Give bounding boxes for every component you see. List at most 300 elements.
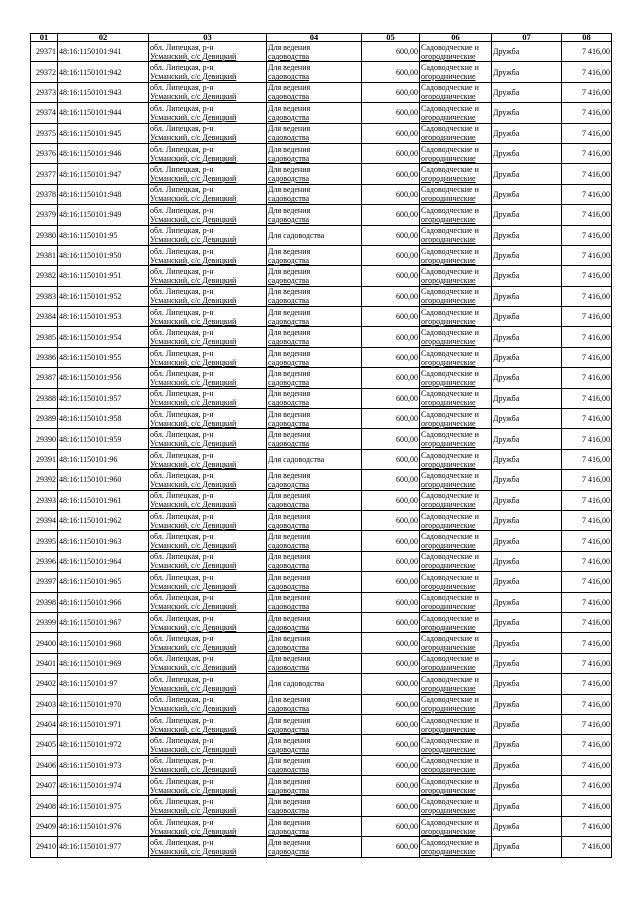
area-cell: 600,00: [362, 694, 420, 714]
table-row: [31, 816, 612, 836]
cadastral-value: 7 416,00: [562, 531, 612, 551]
land-use-cell: [267, 42, 362, 62]
association-name: Дружба: [492, 429, 562, 449]
address-line-1: обл. Липецкая, р-н: [150, 246, 214, 256]
address-cell: [149, 409, 267, 429]
address-line-2: Усманский, с/с Девицкий: [150, 724, 237, 734]
address-line-1: обл. Липецкая, р-н: [150, 185, 214, 195]
cadastral-value: 7 416,00: [562, 245, 612, 265]
association-name: Дружба: [492, 572, 562, 592]
category-line-1: Садоводческие и: [421, 307, 479, 317]
category-line-1: Садоводческие и: [421, 634, 479, 644]
category-line-2: огороднические: [421, 663, 476, 673]
cadastral-number: 48:16:1150101:949: [58, 205, 149, 225]
address-cell: [149, 755, 267, 775]
row-number: 29382: [31, 266, 58, 286]
land-use-cell: [267, 82, 362, 102]
category-cell: [420, 674, 492, 694]
category-line-1: Садоводческие и: [421, 430, 479, 440]
area-cell: 600,00: [362, 388, 420, 408]
land-use-cell: [267, 62, 362, 82]
cadastral-number: 48:16:1150101:971: [58, 714, 149, 734]
category-line-2: огороднические: [421, 377, 476, 387]
category-line-1: Садоводческие и: [421, 185, 479, 195]
association-name: Дружба: [492, 551, 562, 571]
cadastral-value: 7 416,00: [562, 103, 612, 123]
cadastral-number: 48:16:1150101:974: [58, 776, 149, 796]
area-cell: 600,00: [362, 347, 420, 367]
cadastral-value: 7 416,00: [562, 510, 612, 530]
row-number: 29406: [31, 755, 58, 775]
association-name: Дружба: [492, 837, 562, 857]
cadastral-value: 7 416,00: [562, 143, 612, 163]
table-row: [31, 307, 612, 327]
category-line-1: Садоводческие и: [421, 817, 479, 827]
address-line-2: Усманский, с/с Девицкий: [150, 398, 237, 408]
category-line-2: огороднические: [421, 561, 476, 571]
cadastral-number: 48:16:1150101:969: [58, 653, 149, 673]
category-line-2: огороднические: [421, 479, 476, 489]
category-line-2: огороднические: [421, 337, 476, 347]
category-line-2: огороднические: [421, 459, 476, 469]
category-line-2: огороднические: [421, 51, 476, 61]
row-number: 29387: [31, 368, 58, 388]
cadastral-number: 48:16:1150101:950: [58, 245, 149, 265]
association-name: Дружба: [492, 286, 562, 306]
table-row: [31, 327, 612, 347]
cadastral-value: 7 416,00: [562, 674, 612, 694]
category-cell: [420, 409, 492, 429]
land-use-cell: [267, 735, 362, 755]
address-line-2: Усманский, с/с Девицкий: [150, 72, 237, 82]
address-line-1: обл. Липецкая, р-н: [150, 348, 214, 358]
land-use-line-1: Для ведения: [268, 185, 311, 195]
category-cell: [420, 510, 492, 530]
address-line-2: Усманский, с/с Девицкий: [150, 806, 237, 816]
cadastral-value: 7 416,00: [562, 776, 612, 796]
cadastral-value: 7 416,00: [562, 62, 612, 82]
cadastral-value: 7 416,00: [562, 327, 612, 347]
category-line-2: огороднические: [421, 214, 476, 224]
column-header: 01: [31, 34, 58, 42]
category-line-2: огороднические: [421, 806, 476, 816]
area-cell: 600,00: [362, 551, 420, 571]
cadastral-number: 48:16:1150101:95: [58, 225, 149, 245]
area-cell: 600,00: [362, 225, 420, 245]
association-name: Дружба: [492, 347, 562, 367]
land-use-cell: [267, 531, 362, 551]
cadastral-value: 7 416,00: [562, 368, 612, 388]
land-use-cell: [267, 429, 362, 449]
address-line-2: Усманский, с/с Девицкий: [150, 316, 237, 326]
category-cell: [420, 307, 492, 327]
land-use-cell: [267, 205, 362, 225]
table-row: [31, 796, 612, 816]
association-name: Дружба: [492, 653, 562, 673]
area-cell: 600,00: [362, 409, 420, 429]
cadastral-value: 7 416,00: [562, 164, 612, 184]
cadastral-number: 48:16:1150101:958: [58, 409, 149, 429]
land-use-cell: [267, 103, 362, 123]
table-row: [31, 755, 612, 775]
land-use-line-2: садоводства: [268, 520, 310, 530]
row-number: 29379: [31, 205, 58, 225]
category-cell: [420, 449, 492, 469]
land-use-line-2: садоводства: [268, 724, 310, 734]
association-name: Дружба: [492, 694, 562, 714]
row-number: 29373: [31, 82, 58, 102]
land-use-cell: [267, 755, 362, 775]
category-cell: [420, 245, 492, 265]
land-use-line-1: Для ведения: [268, 756, 311, 766]
cadastral-number: 48:16:1150101:970: [58, 694, 149, 714]
category-line-1: Садоводческие и: [421, 715, 479, 725]
association-name: Дружба: [492, 714, 562, 734]
category-cell: [420, 164, 492, 184]
land-use-line-1: Для ведения: [268, 470, 311, 480]
address-line-1: обл. Липецкая, р-н: [150, 511, 214, 521]
address-line-1: обл. Липецкая, р-н: [150, 593, 214, 603]
land-use-cell: [267, 551, 362, 571]
address-cell: [149, 449, 267, 469]
cadastral-number: 48:16:1150101:957: [58, 388, 149, 408]
table-row: [31, 714, 612, 734]
cadastral-number: 48:16:1150101:944: [58, 103, 149, 123]
land-use-line-1: Для ведения: [268, 511, 311, 521]
association-name: Дружба: [492, 510, 562, 530]
cadastral-number: 48:16:1150101:97: [58, 674, 149, 694]
address-line-1: обл. Липецкая, р-н: [150, 430, 214, 440]
address-cell: [149, 327, 267, 347]
land-use-line-2: садоводства: [268, 602, 310, 612]
category-line-2: огороднические: [421, 826, 476, 836]
category-line-1: Садоводческие и: [421, 572, 479, 582]
category-line-1: Садоводческие и: [421, 593, 479, 603]
category-cell: [420, 612, 492, 632]
address-cell: [149, 245, 267, 265]
land-use-line-1: Для ведения: [268, 430, 311, 440]
table-row: [31, 347, 612, 367]
land-use-cell: [267, 633, 362, 653]
address-cell: [149, 572, 267, 592]
land-use-line-1: Для ведения: [268, 613, 311, 623]
association-name: Дружба: [492, 409, 562, 429]
area-cell: 600,00: [362, 796, 420, 816]
land-use-cell: [267, 714, 362, 734]
land-use-line-2: садоводства: [268, 643, 310, 653]
category-line-2: огороднические: [421, 704, 476, 714]
cadastral-number: 48:16:1150101:975: [58, 796, 149, 816]
land-use-cell: [267, 307, 362, 327]
land-use-line-1: Для ведения: [268, 124, 311, 134]
address-line-2: Усманский, с/с Девицкий: [150, 683, 237, 693]
row-number: 29371: [31, 42, 58, 62]
land-use-cell: [267, 347, 362, 367]
cadastral-value: 7 416,00: [562, 572, 612, 592]
address-cell: [149, 82, 267, 102]
row-number: 29397: [31, 572, 58, 592]
land-use-line-2: садоводства: [268, 541, 310, 551]
category-line-2: огороднические: [421, 500, 476, 510]
cadastral-value: 7 416,00: [562, 633, 612, 653]
association-name: Дружба: [492, 103, 562, 123]
association-name: Дружба: [492, 368, 562, 388]
association-name: Дружба: [492, 123, 562, 143]
cadastral-value: 7 416,00: [562, 42, 612, 62]
category-line-1: Садоводческие и: [421, 348, 479, 358]
cadastral-number: 48:16:1150101:965: [58, 572, 149, 592]
land-use-line-1: Для ведения: [268, 103, 311, 113]
cadastral-value: 7 416,00: [562, 205, 612, 225]
row-number: 29374: [31, 103, 58, 123]
cadastral-value: 7 416,00: [562, 796, 612, 816]
row-number: 29378: [31, 184, 58, 204]
land-use-line-2: садоводства: [268, 153, 310, 163]
association-name: Дружба: [492, 143, 562, 163]
cadastral-number: 48:16:1150101:951: [58, 266, 149, 286]
address-cell: [149, 837, 267, 857]
table-row: [31, 123, 612, 143]
cadastral-number: 48:16:1150101:966: [58, 592, 149, 612]
address-line-1: обл. Липецкая, р-н: [150, 144, 214, 154]
land-use-line-1: Для ведения: [268, 797, 311, 807]
land-use-line-1: Для ведения: [268, 389, 311, 399]
row-number: 29393: [31, 490, 58, 510]
land-use-cell: [267, 816, 362, 836]
land-use-line-1: Для ведения: [268, 572, 311, 582]
row-number: 29405: [31, 735, 58, 755]
address-line-2: Усманский, с/с Девицкий: [150, 622, 237, 632]
address-line-2: Усманский, с/с Девицкий: [150, 500, 237, 510]
area-cell: 600,00: [362, 490, 420, 510]
land-plot-register-table: [30, 33, 612, 858]
address-line-1: обл. Липецкая, р-н: [150, 389, 214, 399]
row-number: 29410: [31, 837, 58, 857]
land-use-cell: [267, 123, 362, 143]
category-line-2: огороднические: [421, 153, 476, 163]
address-line-1: обл. Липецкая, р-н: [150, 613, 214, 623]
land-use-line-2: садоводства: [268, 296, 310, 306]
category-line-2: огороднические: [421, 846, 476, 856]
land-use-line-2: садоводства: [268, 377, 310, 387]
address-line-2: Усманский, с/с Девицкий: [150, 51, 237, 61]
row-number: 29398: [31, 592, 58, 612]
category-line-2: огороднические: [421, 275, 476, 285]
area-cell: 600,00: [362, 837, 420, 857]
cadastral-value: 7 416,00: [562, 123, 612, 143]
document-page: [30, 33, 612, 858]
address-line-1: обл. Липецкая, р-н: [150, 695, 214, 705]
cadastral-number: 48:16:1150101:941: [58, 42, 149, 62]
cadastral-number: 48:16:1150101:96: [58, 449, 149, 469]
cadastral-number: 48:16:1150101:952: [58, 286, 149, 306]
address-line-2: Усманский, с/с Девицкий: [150, 459, 237, 469]
land-use-cell: [267, 694, 362, 714]
association-name: Дружба: [492, 164, 562, 184]
association-name: Дружба: [492, 205, 562, 225]
area-cell: 600,00: [362, 143, 420, 163]
row-number: 29409: [31, 816, 58, 836]
address-cell: [149, 592, 267, 612]
row-number: 29389: [31, 409, 58, 429]
cadastral-number: 48:16:1150101:947: [58, 164, 149, 184]
association-name: Дружба: [492, 592, 562, 612]
row-number: 29400: [31, 633, 58, 653]
address-line-1: обл. Липецкая, р-н: [150, 409, 214, 419]
land-use-cell: [267, 592, 362, 612]
category-line-1: Садоводческие и: [421, 532, 479, 542]
row-number: 29399: [31, 612, 58, 632]
category-cell: [420, 388, 492, 408]
land-use-line-1: Для ведения: [268, 776, 311, 786]
address-line-2: Усманский, с/с Девицкий: [150, 439, 237, 449]
address-cell: [149, 388, 267, 408]
cadastral-number: 48:16:1150101:956: [58, 368, 149, 388]
address-line-2: Усманский, с/с Девицкий: [150, 561, 237, 571]
address-line-1: обл. Липецкая, р-н: [150, 450, 214, 460]
row-number: 29385: [31, 327, 58, 347]
land-use-line-2: садоводства: [268, 418, 310, 428]
association-name: Дружба: [492, 327, 562, 347]
cadastral-number: 48:16:1150101:960: [58, 470, 149, 490]
address-line-1: обл. Липецкая, р-н: [150, 470, 214, 480]
table-row: [31, 449, 612, 469]
land-use-cell: Для садоводства: [267, 449, 362, 469]
address-cell: [149, 653, 267, 673]
address-line-2: Усманский, с/с Девицкий: [150, 194, 237, 204]
category-cell: [420, 266, 492, 286]
row-number: 29376: [31, 143, 58, 163]
land-use-cell: Для садоводства: [267, 225, 362, 245]
land-use-line-2: садоводства: [268, 765, 310, 775]
land-use-line-1: Для ведения: [268, 144, 311, 154]
category-cell: [420, 633, 492, 653]
land-use-line-2: садоводства: [268, 357, 310, 367]
row-number: 29391: [31, 449, 58, 469]
land-use-line-2: садоводства: [268, 316, 310, 326]
land-use-line-1: Для ведения: [268, 715, 311, 725]
row-number: 29401: [31, 653, 58, 673]
area-cell: 600,00: [362, 245, 420, 265]
address-line-2: Усманский, с/с Девицкий: [150, 153, 237, 163]
association-name: Дружба: [492, 490, 562, 510]
area-cell: 600,00: [362, 633, 420, 653]
association-name: Дружба: [492, 449, 562, 469]
land-use-line-1: Для ведения: [268, 368, 311, 378]
address-cell: [149, 62, 267, 82]
cadastral-number: 48:16:1150101:964: [58, 551, 149, 571]
address-line-1: обл. Липецкая, р-н: [150, 103, 214, 113]
land-use-line-1: Для ведения: [268, 83, 311, 93]
land-use-line-1: Для ведения: [268, 287, 311, 297]
address-line-2: Усманский, с/с Девицкий: [150, 541, 237, 551]
category-line-2: огороднические: [421, 418, 476, 428]
land-use-line-1: Для ведения: [268, 817, 311, 827]
table-row: [31, 674, 612, 694]
address-cell: [149, 123, 267, 143]
category-cell: [420, 816, 492, 836]
category-cell: [420, 572, 492, 592]
land-use-line-2: садоводства: [268, 92, 310, 102]
category-line-1: Садоводческие и: [421, 368, 479, 378]
category-line-2: огороднические: [421, 581, 476, 591]
land-use-cell: [267, 286, 362, 306]
land-use-line-1: Для ведения: [268, 266, 311, 276]
land-use-line-2: садоводства: [268, 194, 310, 204]
category-line-2: огороднические: [421, 398, 476, 408]
land-use-line-1: Для ведения: [268, 307, 311, 317]
category-line-1: Садоводческие и: [421, 246, 479, 256]
area-cell: 600,00: [362, 612, 420, 632]
association-name: Дружба: [492, 62, 562, 82]
cadastral-value: 7 416,00: [562, 714, 612, 734]
address-cell: [149, 510, 267, 530]
land-use-line-2: садоводства: [268, 174, 310, 184]
category-line-2: огороднические: [421, 133, 476, 143]
row-number: 29394: [31, 510, 58, 530]
address-cell: [149, 307, 267, 327]
address-cell: [149, 347, 267, 367]
category-line-2: огороднические: [421, 643, 476, 653]
address-line-2: Усманский, с/с Девицкий: [150, 174, 237, 184]
table-row: [31, 245, 612, 265]
address-line-1: обл. Липецкая, р-н: [150, 83, 214, 93]
cadastral-number: 48:16:1150101:946: [58, 143, 149, 163]
category-cell: [420, 103, 492, 123]
address-line-2: Усманский, с/с Девицкий: [150, 744, 237, 754]
land-use-line-2: садоводства: [268, 704, 310, 714]
table-row: [31, 266, 612, 286]
cadastral-number: 48:16:1150101:976: [58, 816, 149, 836]
row-number: 29392: [31, 470, 58, 490]
category-cell: [420, 735, 492, 755]
address-line-2: Усманский, с/с Девицкий: [150, 785, 237, 795]
address-line-1: обл. Липецкая, р-н: [150, 63, 214, 73]
area-cell: 600,00: [362, 205, 420, 225]
category-line-1: Садоводческие и: [421, 63, 479, 73]
cadastral-number: 48:16:1150101:954: [58, 327, 149, 347]
address-line-1: обл. Липецкая, р-н: [150, 491, 214, 501]
category-line-1: Садоводческие и: [421, 205, 479, 215]
address-line-2: Усманский, с/с Девицкий: [150, 337, 237, 347]
land-use-line-1: Для ведения: [268, 409, 311, 419]
table-row: [31, 837, 612, 857]
address-cell: [149, 225, 267, 245]
address-cell: [149, 164, 267, 184]
land-use-cell: [267, 837, 362, 857]
address-line-1: обл. Липецкая, р-н: [150, 552, 214, 562]
cadastral-number: 48:16:1150101:942: [58, 62, 149, 82]
column-header: 04: [267, 34, 362, 42]
address-line-2: Усманский, с/с Девицкий: [150, 581, 237, 591]
cadastral-number: 48:16:1150101:959: [58, 429, 149, 449]
address-line-2: Усманский, с/с Девицкий: [150, 826, 237, 836]
land-use-cell: [267, 266, 362, 286]
address-line-1: обл. Липецкая, р-н: [150, 674, 214, 684]
address-line-2: Усманский, с/с Девицкий: [150, 235, 237, 245]
land-use-line-2: садоводства: [268, 214, 310, 224]
category-cell: [420, 205, 492, 225]
category-line-2: огороднические: [421, 602, 476, 612]
row-number: 29402: [31, 674, 58, 694]
address-cell: [149, 266, 267, 286]
row-number: 29386: [31, 347, 58, 367]
table-row: [31, 735, 612, 755]
area-cell: 600,00: [362, 592, 420, 612]
address-line-2: Усманский, с/с Девицкий: [150, 357, 237, 367]
land-use-line-2: садоводства: [268, 479, 310, 489]
area-cell: 600,00: [362, 429, 420, 449]
